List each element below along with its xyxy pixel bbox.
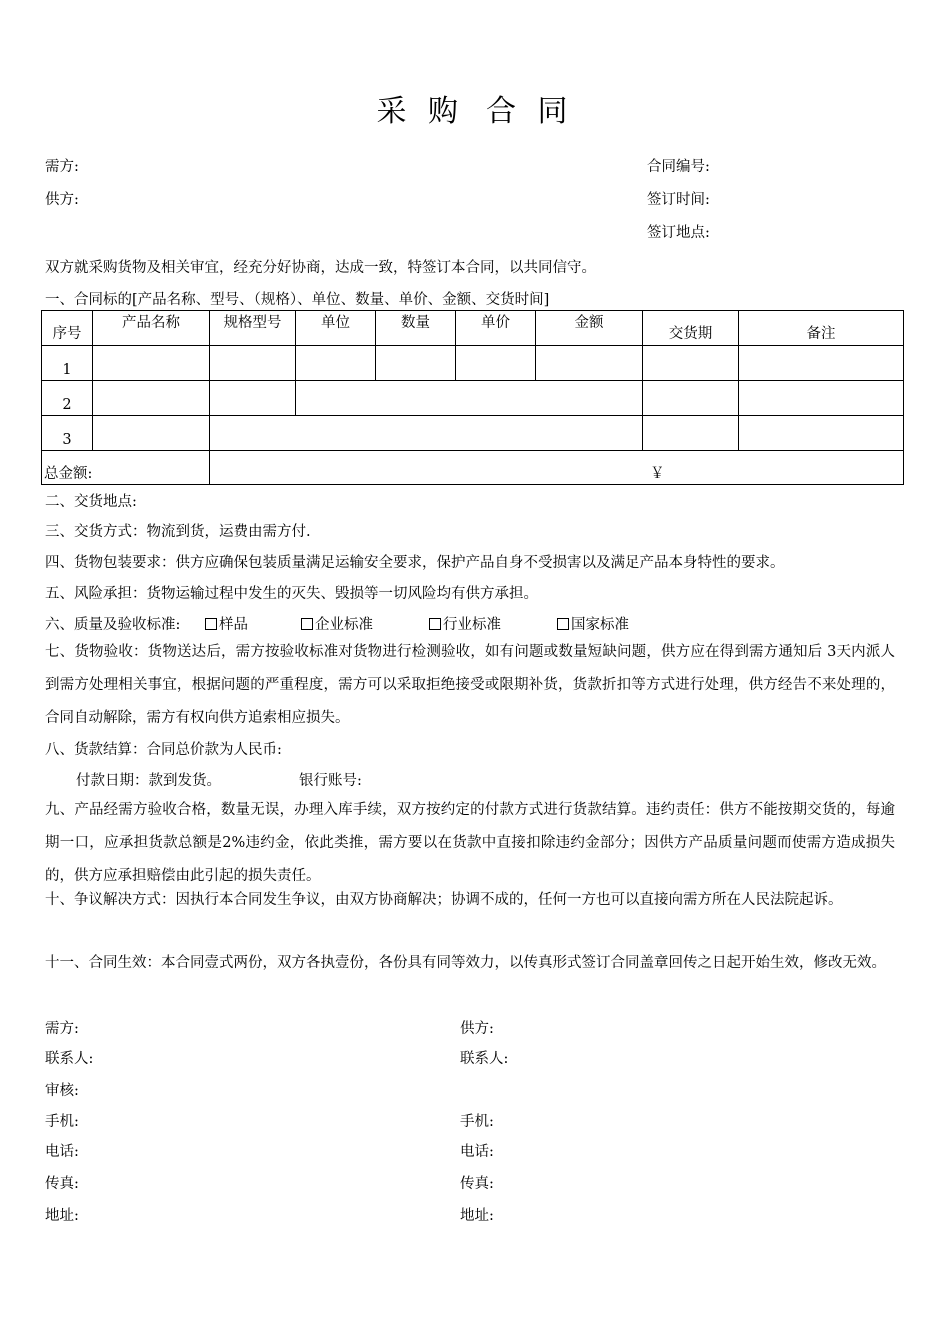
sign-buyer-mobile: 手机: [45, 1114, 79, 1130]
sign-buyer-address: 地址: [45, 1208, 79, 1224]
sign-supplier-fax: 传真: [460, 1176, 494, 1192]
sign-supplier-mobile: 手机: [460, 1114, 494, 1130]
col-header-amount: 金额 [536, 311, 643, 346]
contract-no-label: 合同编号: [647, 159, 710, 175]
sign-buyer-contact: 联系人: [45, 1051, 94, 1067]
sign-supplier-phone: 电话: [460, 1144, 494, 1160]
clause-10: 十、争议解决方式：因执行本合同发生争议，由双方协商解决；协调不成的，任何一方也可以直接向需方所在人民法院起诉。 [45, 892, 843, 908]
table-row [42, 416, 904, 451]
clause-3: 三、交货方式：物流到货，运费由需方付. [45, 524, 311, 540]
row-index: 3 [42, 416, 93, 451]
sign-buyer-label: 需方: [45, 1021, 79, 1037]
table-cell[interactable] [643, 381, 739, 416]
table-row [42, 381, 904, 416]
table-cell[interactable] [93, 346, 210, 381]
intro-text: 双方就采购货物及相关审宜，经充分好协商，达成一致，特签订本合同，以共同信守。 [45, 260, 596, 276]
col-header-product: 产品名称 [93, 311, 210, 346]
clause-2: 二、交货地点: [45, 494, 137, 510]
option-enterprise-standard[interactable]: 企业标准 [301, 613, 373, 634]
sign-supplier-label: 供方: [460, 1021, 494, 1037]
section-1-heading: 一、合同标的[产品名称、型号、（规格）、单位、数量、单价、金额、交货时间] [45, 292, 550, 308]
row-index: 1 [42, 346, 93, 381]
col-header-delivery: 交货期 [643, 311, 739, 346]
total-label: 总金额: [42, 451, 210, 485]
product-table [41, 310, 904, 485]
clause-9: 九、产品经需方验收合格，数量无误，办理入库手续，双方按约定的付款方式进行货款结算。违约责任：供方不能按期交货的，每逾期一口，应承担货款总额是2%违约金，依此类推，需方要以在货款中直接扣除违约金部分；因供方产品质量问题而使需方造成损失的，供方应承担赔偿由此引起的损失责任。 [45, 802, 895, 884]
table-cell[interactable] [739, 381, 904, 416]
col-header-index: 序号 [42, 311, 93, 346]
checkbox-icon[interactable] [301, 618, 313, 630]
payment-date: 付款日期：款到发货。 [76, 773, 221, 789]
bank-account-label: 银行账号: [299, 773, 362, 789]
option-sample[interactable]: 样品 [205, 613, 248, 634]
table-cell[interactable] [739, 416, 904, 451]
table-cell[interactable] [739, 346, 904, 381]
page-title [0, 86, 950, 130]
table-cell[interactable] [210, 416, 643, 451]
buyer-label: 需方: [45, 159, 79, 175]
col-header-price: 单价 [456, 311, 536, 346]
table-cell[interactable] [296, 381, 643, 416]
option-industry-standard[interactable]: 行业标准 [429, 613, 501, 634]
col-header-spec: 规格型号 [210, 311, 296, 346]
total-amount-field[interactable] [210, 451, 904, 485]
clause-7: 七、货物验收：货物送达后，需方按验收标准对货物进行检测验收，如有问题或数量短缺问题，供方应在得到需方通知后 3天内派人到需方处理相关事宜，根据问题的严重程度，需方可以采取拒绝接受或限期补货，货款折扣等方式进行处理，供方经告不来处理的，合同自动解除，需方有权向供方追索相应损失。 [45, 644, 895, 726]
table-cell[interactable] [643, 346, 739, 381]
currency-symbol: ￥ [650, 466, 665, 482]
checkbox-icon[interactable] [557, 618, 569, 630]
checkbox-icon[interactable] [205, 618, 217, 630]
table-cell[interactable] [93, 416, 210, 451]
clause-5: 五、风险承担：货物运输过程中发生的灭失、毁损等一切风险均有供方承担。 [45, 586, 538, 602]
table-cell[interactable] [536, 346, 643, 381]
col-header-qty: 数量 [376, 311, 456, 346]
clause-4: 四、货物包装要求：供方应确保包装质量满足运输安全要求，保护产品自身不受损害以及满足产品本身特性的要求。 [45, 555, 785, 571]
clause-6-label: 六、质量及验收标准: [45, 617, 181, 633]
clause-8: 八、货款结算：合同总价款为人民币: [45, 742, 282, 758]
table-header-row [42, 311, 904, 346]
total-row [42, 451, 904, 485]
row-index: 2 [42, 381, 93, 416]
sign-supplier-address: 地址: [460, 1208, 494, 1224]
col-header-remark: 备注 [739, 311, 904, 346]
table-cell[interactable] [376, 346, 456, 381]
table-cell[interactable] [210, 346, 296, 381]
sign-buyer-phone: 电话: [45, 1144, 79, 1160]
supplier-label: 供方: [45, 192, 79, 208]
table-cell[interactable] [643, 416, 739, 451]
checkbox-icon[interactable] [429, 618, 441, 630]
sign-buyer-fax: 传真: [45, 1176, 79, 1192]
sign-place-label: 签订地点: [647, 225, 710, 241]
table-cell[interactable] [456, 346, 536, 381]
table-cell[interactable] [210, 381, 296, 416]
table-row [42, 346, 904, 381]
table-cell[interactable] [93, 381, 210, 416]
option-national-standard[interactable]: 国家标准 [557, 613, 629, 634]
sign-supplier-contact: 联系人: [460, 1051, 509, 1067]
title-part-1: 采 购 [376, 94, 464, 129]
sign-time-label: 签订时间: [647, 192, 710, 208]
sign-buyer-review: 审核: [45, 1083, 79, 1099]
col-header-unit: 单位 [296, 311, 376, 346]
title-part-2: 合 同 [486, 94, 574, 129]
table-cell[interactable] [296, 346, 376, 381]
clause-11: 十一、合同生效：本合同壹式两份，双方各执壹份，各份具有同等效力，以传真形式签订合同盖章回传之日起开始生效，修改无效。 [45, 955, 886, 971]
